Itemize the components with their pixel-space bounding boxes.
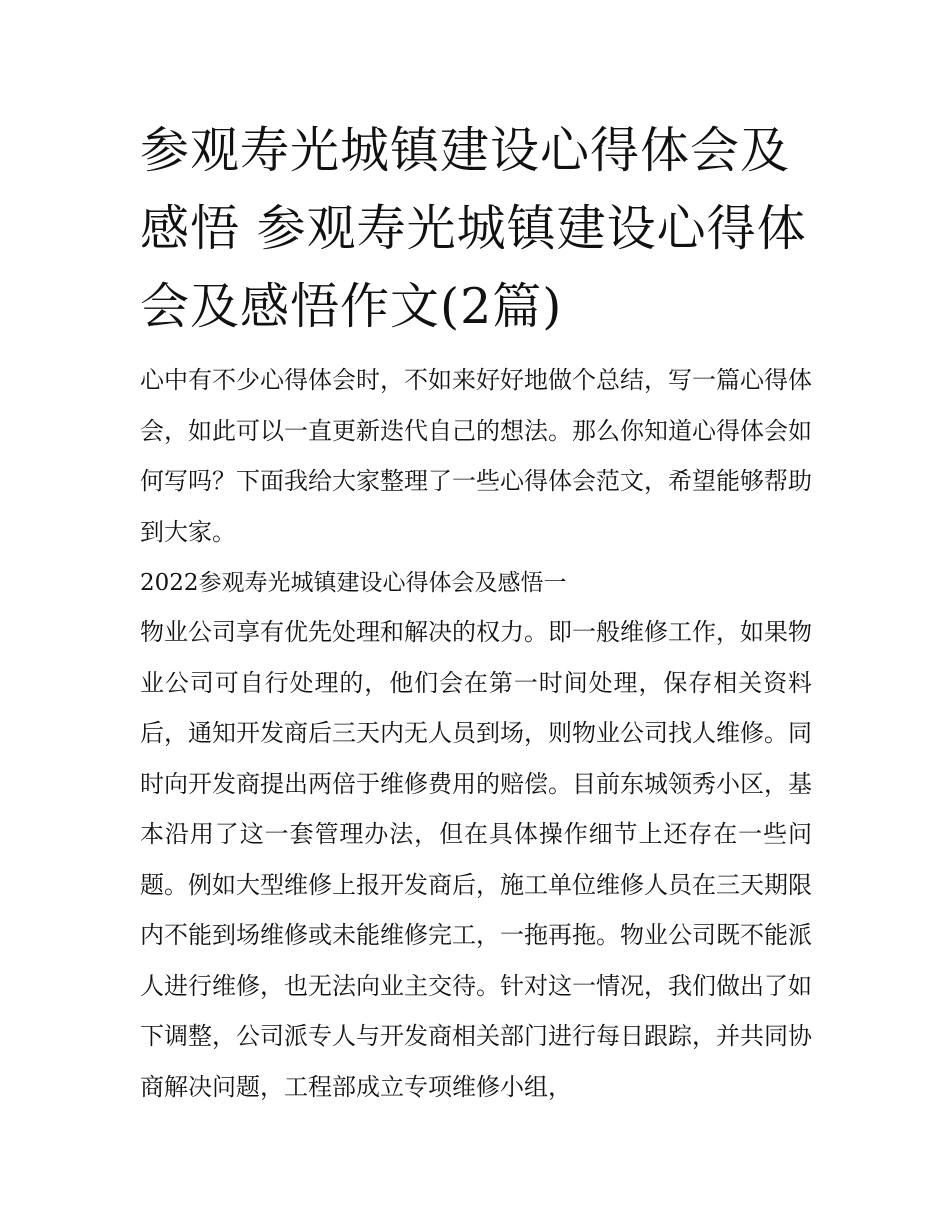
document-title: 参观寿光城镇建设心得体会及感悟 参观寿光城镇建设心得体会及感悟作文(2篇) <box>140 122 807 335</box>
section-heading: 2022参观寿光城镇建设心得体会及感悟一 <box>140 570 567 596</box>
intro-paragraph: 心中有不少心得体会时，不如来好好地做个总结，写一篇心得体会，如此可以一直更新迭代自己的想法。那么你知道心得体会如何写吗？下面我给大家整理了一些心得体会范文，希望能够帮助到大家。 <box>140 366 812 546</box>
body-paragraph: 物业公司享有优先处理和解决的权力。即一般维修工作，如果物业公司可自行处理的，他们会在第一时间处理，保存相关资料后，通知开发商后三天内无人员到场，则物业公司找人维修。同时向开发商提出两倍于维修费用的赔偿。目前东城领秀小区，基本沿用了这一套管理办法，但在具体操作细节上还存在一些问题。例如大型维修上报开发商后，施工单位维修人员在三天期限内不能到场维修或未能维修完工，一拖再拖。物业公司既不能派人进行维修，也无法向业主交待。针对这一情况，我们做出了如下调整，公司派专人与开发商相关部门进行每日跟踪，并共同协商解决问题，工程部成立专项维修小组， <box>140 618 812 1101</box>
